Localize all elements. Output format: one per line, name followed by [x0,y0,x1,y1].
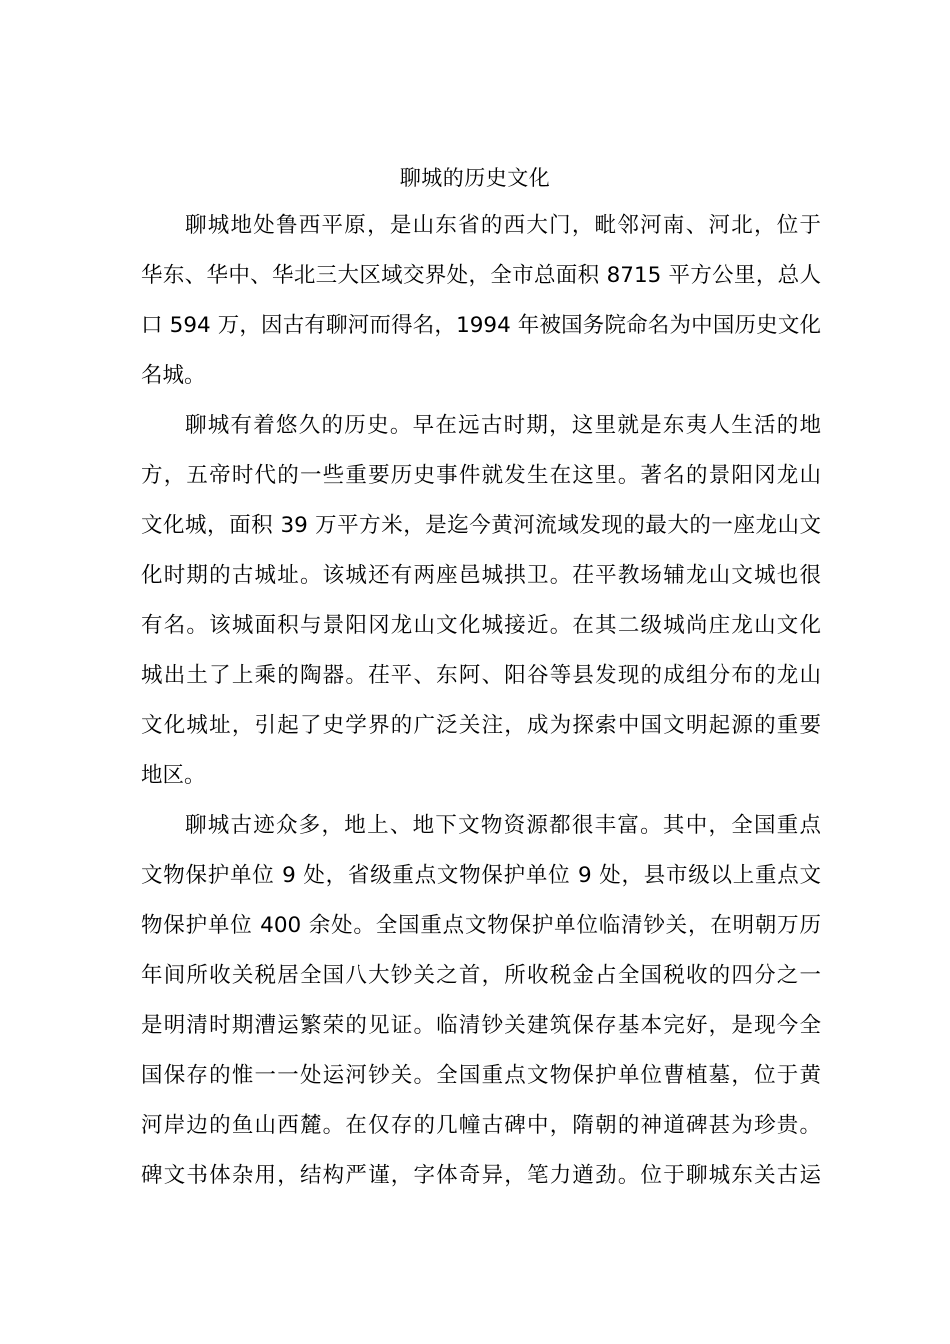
paragraph-2-line-5: 有名。该城面积与景阳冈龙山文化城接近。在其二级城尚庄龙山文化 [141,613,821,638]
paragraph-3-line-4: 年间所收关税居全国八大钞关之首，所收税金占全国税收的四分之一 [141,963,821,988]
paragraph-2-line-6: 城出土了上乘的陶器。茌平、东阿、阳谷等县发现的成组分布的龙山 [141,663,821,688]
paragraph-3-line-6: 国保存的惟一一处运河钞关。全国重点文物保护单位曹植墓，位于黄 [141,1063,821,1088]
paragraph-3-line-3: 物保护单位 400 余处。全国重点文物保护单位临清钞关，在明朝万历 [141,913,821,938]
paragraph-3-line-5: 是明清时期漕运繁荣的见证。临清钞关建筑保存基本完好，是现今全 [141,1013,821,1038]
paragraph-1-line-4: 名城。 [141,363,206,388]
paragraph-3-line-2: 文物保护单位 9 处，省级重点文物保护单位 9 处，县市级以上重点文 [141,863,821,888]
paragraph-1-line-2: 华东、华中、华北三大区域交界处，全市总面积 8715 平方公里，总人 [141,263,821,288]
paragraph-2-line-4: 化时期的古城址。该城还有两座邑城拱卫。茌平教场辅龙山文城也很 [141,563,821,588]
paragraph-3-line-8: 碑文书体杂用，结构严谨，字体奇异，笔力遒劲。位于聊城东关古运 [141,1163,821,1188]
paragraph-3-line-7: 河岸边的鱼山西麓。在仅存的几幢古碑中，隋朝的神道碑甚为珍贵。 [141,1113,821,1138]
document-title: 聊城的历史文化 [399,166,551,190]
paragraph-1-line-3: 口 594 万，因古有聊河而得名，1994 年被国务院命名为中国历史文化 [141,313,821,338]
paragraph-2-line-1: 聊城有着悠久的历史。早在远古时期，这里就是东夷人生活的地 [185,413,821,438]
paragraph-2-line-3: 文化城，面积 39 万平方米，是迄今黄河流域发现的最大的一座龙山文 [141,513,821,538]
paragraph-3-line-1: 聊城古迹众多，地上、地下文物资源都很丰富。其中，全国重点 [185,813,821,838]
paragraph-1-line-1: 聊城地处鲁西平原，是山东省的西大门，毗邻河南、河北，位于 [185,213,821,238]
paragraph-2-line-8: 地区。 [141,763,206,788]
paragraph-2-line-7: 文化城址，引起了史学界的广泛关注，成为探索中国文明起源的重要 [141,713,821,738]
paragraph-2-line-2: 方，五帝时代的一些重要历史事件就发生在这里。著名的景阳冈龙山 [141,463,821,488]
